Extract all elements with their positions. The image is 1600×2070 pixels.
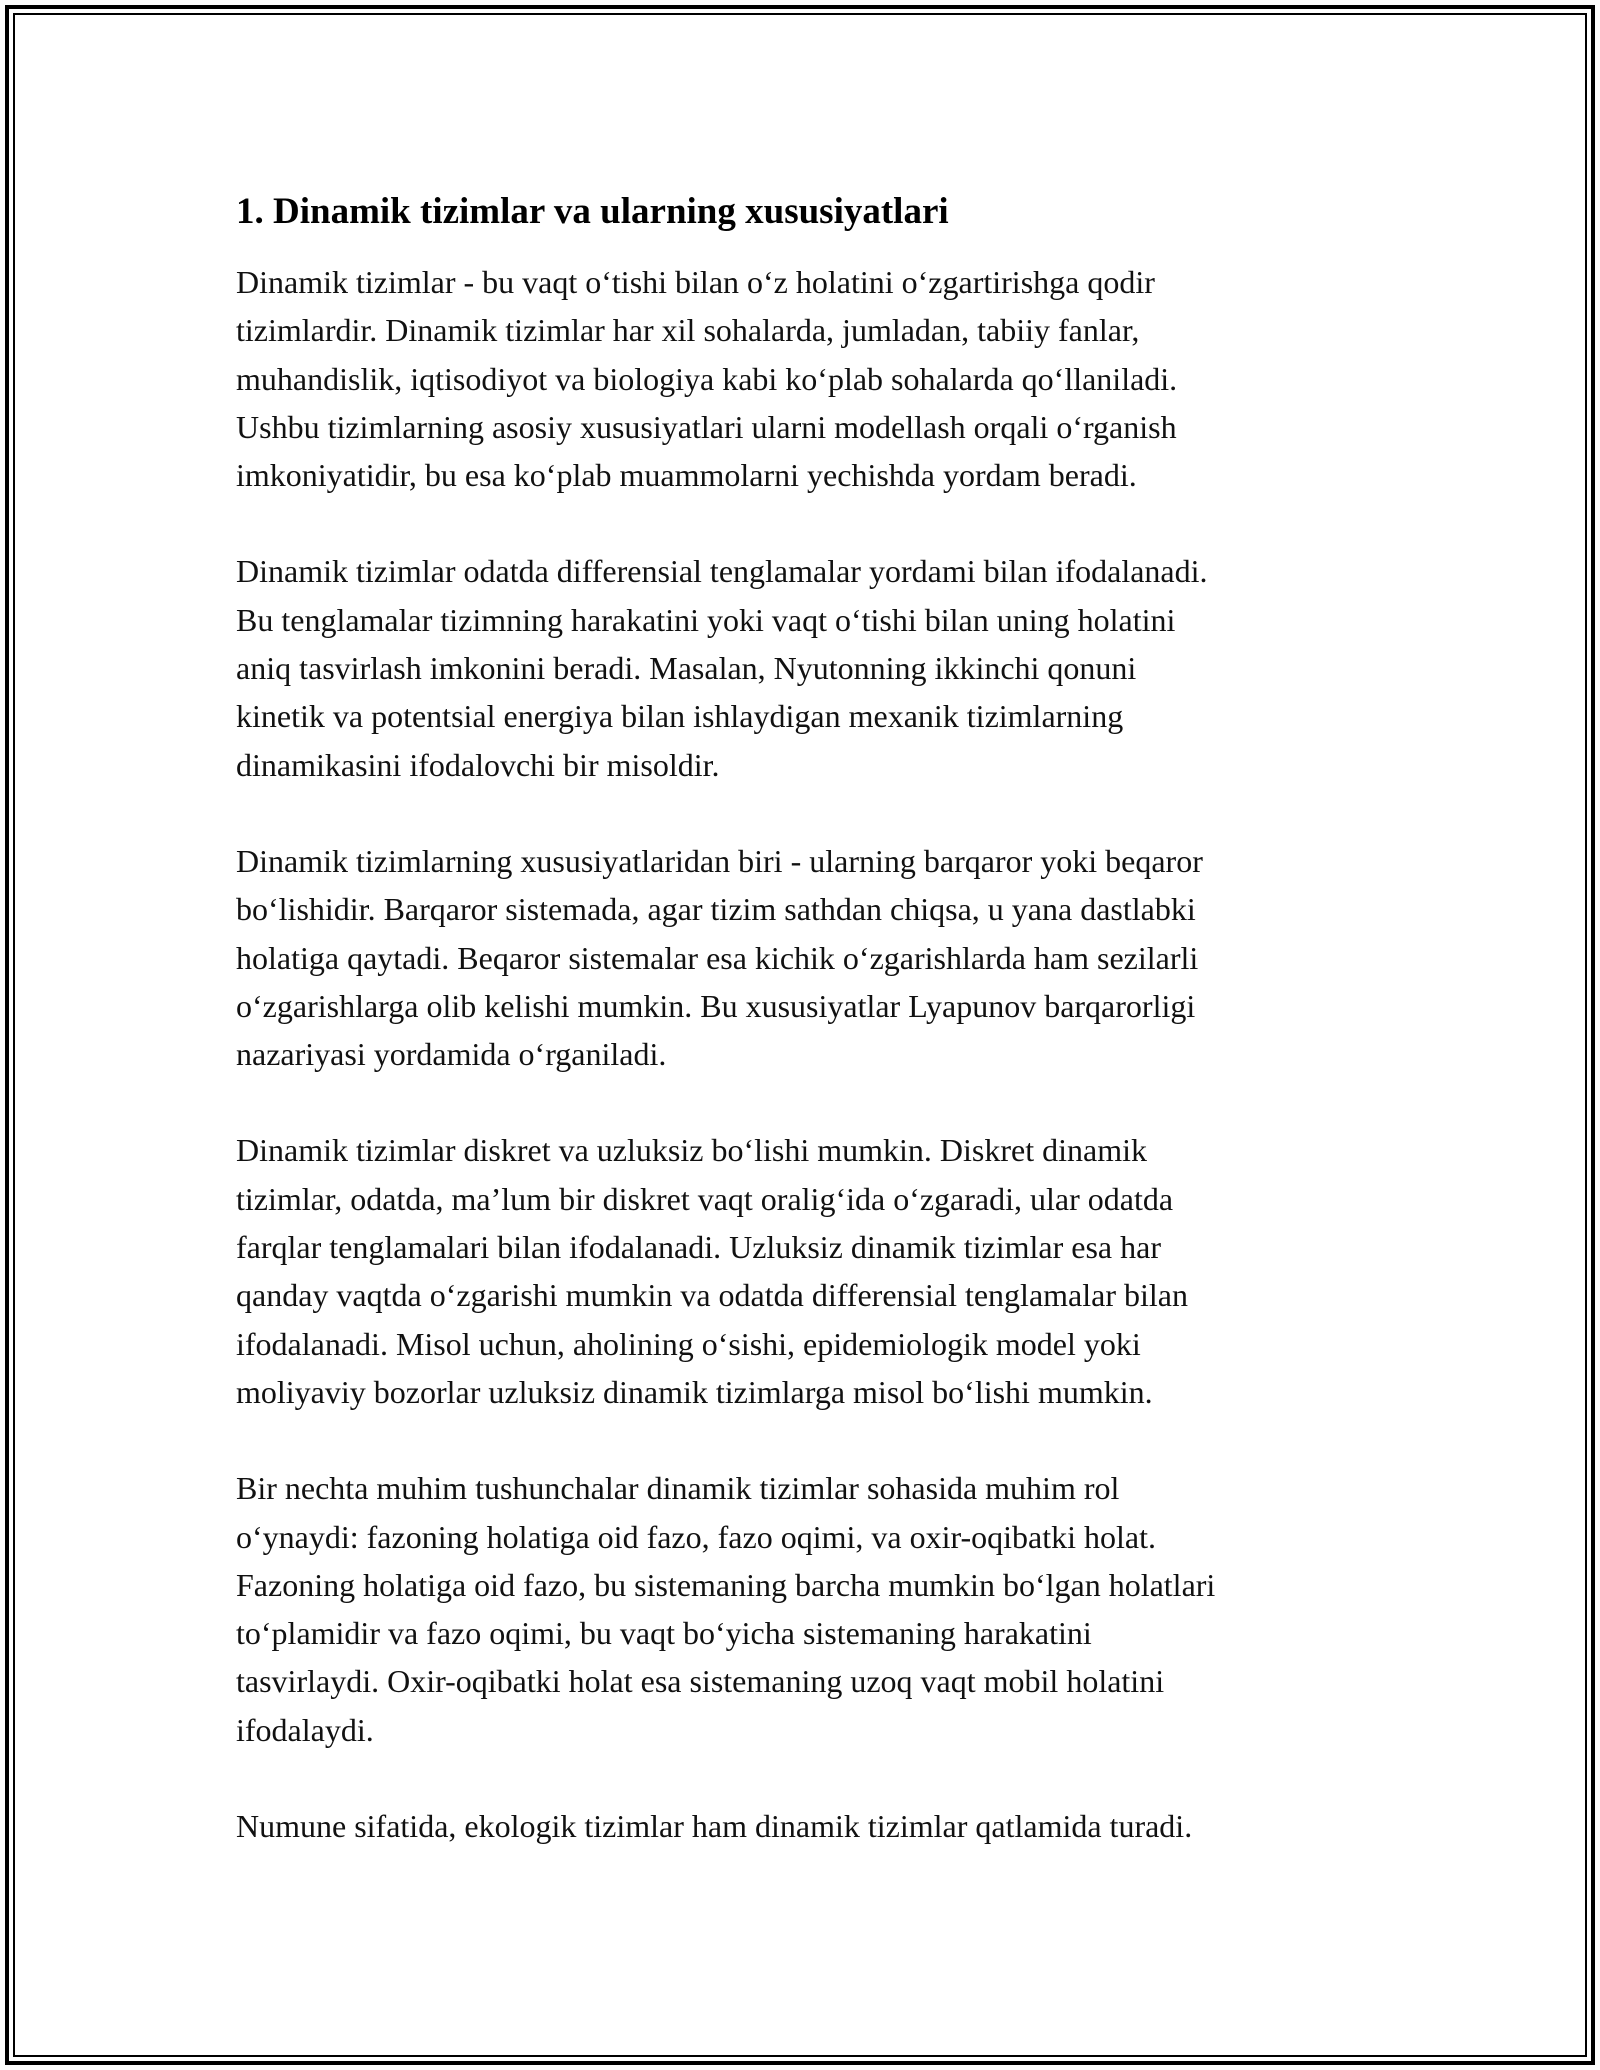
text-line: Bu tenglamalar tizimning harakatini yoki vaqt o‘tishi bilan uning holatini: [236, 601, 1176, 638]
paragraph-differential-equations: [236, 547, 1376, 788]
text-line: bo‘lishidir. Barqaror sistemada, agar tizim sathdan chiqsa, u yana dastlabki: [236, 891, 1196, 928]
text-line: tasvirlaydi. Oxir-oqibatki holat esa sistemaning uzoq vaqt mobil holatini: [236, 1663, 1165, 1700]
paragraph-key-concepts: [236, 1464, 1376, 1754]
text-line: Dinamik tizimlar odatda differensial tenglamalar yordami bilan ifodalanadi.: [236, 553, 1208, 590]
paragraph-example: [236, 1802, 1376, 1850]
text-line: moliyaviy bozorlar uzluksiz dinamik tizimlarga misol bo‘lishi mumkin.: [236, 1373, 1153, 1410]
text-line: Dinamik tizimlar diskret va uzluksiz bo‘lishi mumkin. Diskret dinamik: [236, 1132, 1147, 1169]
text-line: aniq tasvirlash imkonini beradi. Masalan, Nyutonning ikkinchi qonuni: [236, 650, 1137, 687]
section-heading: 1. Dinamik tizimlar va ularning xususiyatlari: [236, 191, 949, 232]
text-line: o‘ynaydi: fazoning holatiga oid fazo, fazo oqimi, va oxir-oqibatki holat.: [236, 1518, 1156, 1555]
text-line: holatiga qaytadi. Beqaror sistemalar esa kichik o‘zgarishlarda ham sezilarli: [236, 939, 1199, 976]
text-line: nazariyasi yordamida o‘rganiladi.: [236, 1036, 667, 1073]
text-line: kinetik va potentsial energiya bilan ishlaydigan mexanik tizimlarning: [236, 698, 1124, 735]
text-line: tizimlardir. Dinamik tizimlar har xil sohalarda, jumladan, tabiiy fanlar,: [236, 312, 1140, 349]
text-line: muhandislik, iqtisodiyot va biologiya kabi ko‘plab sohalarda qo‘llaniladi.: [236, 360, 1178, 397]
text-line: Fazoning holatiga oid fazo, bu sistemaning barcha mumkin bo‘lgan holatlari: [236, 1566, 1216, 1603]
text-line: ifodalanadi. Misol uchun, aholining o‘sishi, epidemiologik model yoki: [236, 1325, 1141, 1362]
text-line: Dinamik tizimlarning xususiyatlaridan biri - ularning barqaror yoki beqaror: [236, 842, 1203, 879]
paragraph-intro: [236, 258, 1376, 499]
text-line: to‘plamidir va fazo oqimi, bu vaqt bo‘yicha sistemaning harakatini: [236, 1615, 1092, 1652]
text-line: Numune sifatida, ekologik tizimlar ham dinamik tizimlar qatlamida turadi.: [236, 1808, 1193, 1845]
document-body: [236, 186, 1376, 1850]
text-line: farqlar tenglamalari bilan ifodalanadi. Uzluksiz dinamik tizimlar esa har: [236, 1229, 1161, 1266]
text-line: Ushbu tizimlarning asosiy xususiyatlari ularni modellash orqali o‘rganish: [236, 408, 1177, 445]
paragraph-discrete-continuous: [236, 1126, 1376, 1416]
text-line: Bir nechta muhim tushunchalar dinamik tizimlar sohasida muhim rol: [236, 1470, 1120, 1507]
text-line: Dinamik tizimlar - bu vaqt o‘tishi bilan o‘z holatini o‘zgartirishga qodir: [236, 264, 1155, 300]
text-line: tizimlar, odatda, ma’lum bir diskret vaqt oralig‘ida o‘zgaradi, ular odatda: [236, 1180, 1174, 1217]
text-line: imkoniyatidir, bu esa ko‘plab muammolarni yechishda yordam beradi.: [236, 457, 1137, 494]
text-line: ifodalaydi.: [236, 1711, 374, 1748]
paragraph-stability: [236, 837, 1376, 1078]
text-line: dinamikasini ifodalovchi bir misoldir.: [236, 746, 720, 783]
text-line: qanday vaqtda o‘zgarishi mumkin va odatda differensial tenglamalar bilan: [236, 1277, 1188, 1314]
text-line: o‘zgarishlarga olib kelishi mumkin. Bu xususiyatlar Lyapunov barqarorligi: [236, 987, 1196, 1024]
